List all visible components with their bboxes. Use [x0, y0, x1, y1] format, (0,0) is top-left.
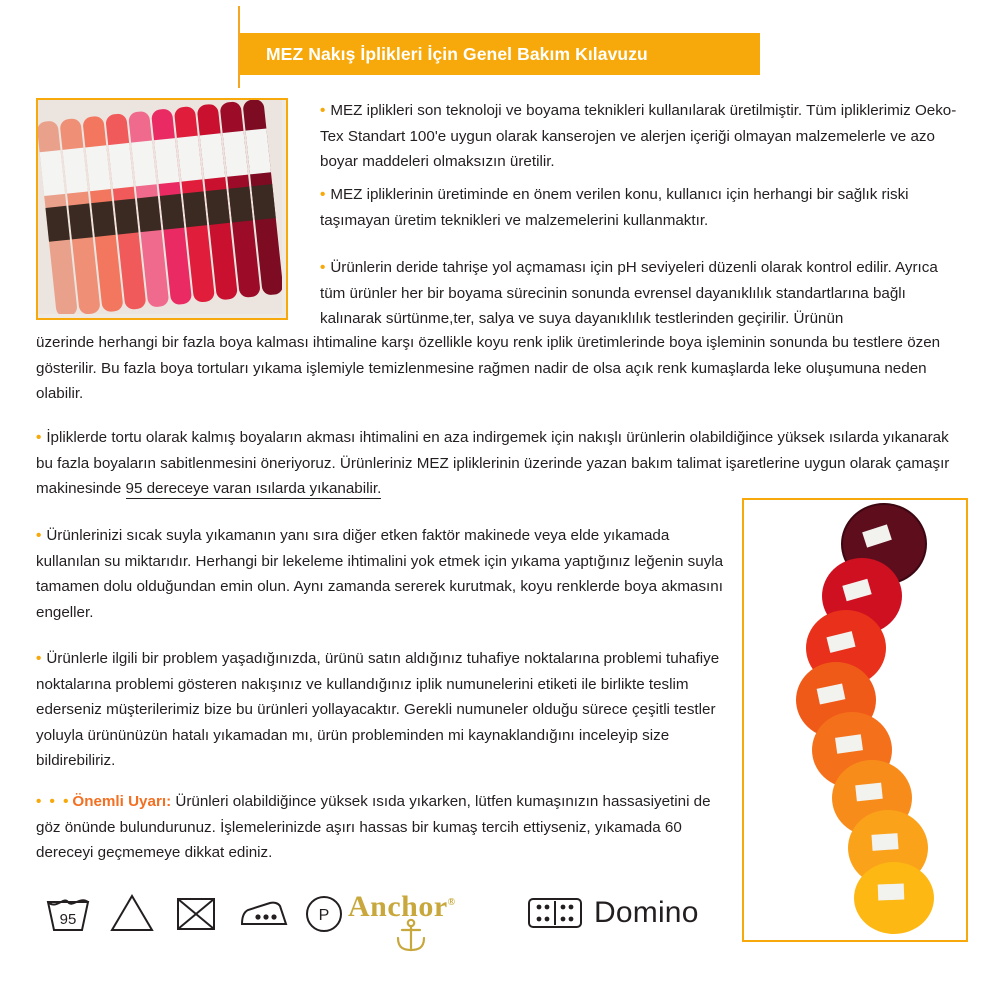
paragraph-3-text: Ürünlerin deride tahrişe yol açmaması için pH seviyeleri düzenli olarak kontrol edilir. Ayrıca tüm ürünler her bir boyama sürecinin sonunda evrensel dayanıklılık standartlarına bağlı kalınarak sürtünme,ter, salya ve suya dayanıklılık testlerinden geçirilir. Ürünün [320, 259, 938, 327]
thread-balls-photo [742, 498, 968, 942]
page-title: MEZ Nakış İplikleri İçin Genel Bakım Kılavuzu [266, 43, 648, 64]
page-title-band [240, 33, 760, 75]
paragraph-1-text: MEZ iplikleri son teknoloji ve boyama teknikleri kullanılarak üretilmiştir. Tüm ipliklerimiz Oeko-Tex Standart 100'e uygun olarak kanserojen ve alerjen içeriği olmayan malzemelerle ve azo boyar maddeleri olmaksızın üretilir. [320, 102, 957, 170]
paragraph-4-underlined-text: 95 dereceye varan ısılarda yıkanabilir. [125, 480, 382, 497]
professional-clean-label: P [318, 907, 330, 924]
paragraph-3-continued [36, 330, 966, 407]
paragraph-5 [36, 523, 726, 625]
paragraph-3-continued-text: üzerinde herhangi bir fazla boya kalması ihtimaline karşı özellikle koyu renk iplik üretimlerinde boya işleminin sonunda bu testlere özen gösterilir. Bu fazla boya tortuları yıkama işlemiyle temizlenmesine rağmen nadir de olsa açık renk kumaşlarda leke oluşumuna neden olabilir. [36, 334, 941, 402]
thread-balls-illustration [744, 500, 962, 936]
paragraph-6 [36, 646, 726, 774]
paragraph-2-text: MEZ ipliklerinin üretiminde en önem verilen konu, kullanıcı için herhangi bir sağlık riski taşımayan üretim teknikleri ve malzemelerini kullanmaktır. [320, 186, 909, 229]
anchor-icon [390, 918, 432, 957]
anchor-wordmark: Anchor [348, 890, 448, 923]
paragraph-4 [36, 425, 966, 502]
registered-mark-icon: ® [447, 897, 456, 908]
anchor-logo [348, 888, 498, 950]
important-warning-paragraph [36, 789, 726, 866]
do-not-tumble-dry-symbol [172, 890, 218, 934]
domino-tile-icon [528, 898, 582, 928]
paragraph-4-text: İpliklerde tortu olarak kalmış boyaların akması ihtimalini en aza indirgemek için nakışlı ürünlerin olabildiğince yüksek ısılarda yıkanarak bu fazla boyaların sabitlenmesini öneriyoruz. Ürünleriniz MEZ ipliklerinin üzerinde yazan bakım talimat işaretlerine uygun olarak çamaşır makinesinde [36, 429, 950, 497]
bleach-any-symbol [108, 890, 154, 934]
floss-skeins-illustration [38, 100, 282, 314]
care-symbols-row [44, 890, 346, 934]
bullet-icon: • [36, 650, 42, 667]
paragraph-5-text: Ürünlerinizi sıcak suyla yıkamanın yanı sıra diğer etken faktör makinede veya elde yıkamada kullanılan su miktarıdır. Herhangi bir lekeleme ihtimalini yok etmek için yıkama yaptığınız leğenin suyla tamamen dolu olduğundan emin olun. Aynı zamanda sererek kurutmak, koyu renklerde boya akmasını engeller. [36, 527, 724, 621]
bullet-icon: • [320, 259, 326, 276]
paragraph-2 [320, 182, 966, 233]
domino-logo [528, 896, 699, 930]
wash-temp-label: 95 [59, 911, 77, 928]
embroidery-floss-photo [36, 98, 288, 320]
bullet-icon: • [320, 102, 326, 119]
professional-clean-p-symbol [300, 890, 346, 934]
bullet-icon: • [320, 186, 326, 203]
warning-label: Önemli Uyarı: [72, 793, 172, 810]
wash-95-symbol [44, 890, 90, 934]
bullet-dots-icon: • • • [36, 793, 71, 810]
paragraph-1 [320, 98, 966, 175]
paragraph-3 [320, 255, 966, 332]
bullet-icon: • [36, 429, 42, 446]
domino-wordmark: Domino [594, 896, 699, 929]
bullet-icon: • [36, 527, 42, 544]
iron-three-dots-symbol [236, 890, 282, 934]
paragraph-6-text: Ürünlerle ilgili bir problem yaşadığınızda, ürünü satın aldığınız tuhafiye noktalarına problemi tuhafiye noktalarına problemi gösteren nakışınız ve kullandığınız iplik numunelerini etiketi ile birlikte teslim ederseniz müşterilerimiz bize bu ürünleri yollayacaktır. Gerekli numuneler olduğu sürece çeşitli testler yoluyla ürününüzün hatalı yıkamadan mı, ürün probleminden mi kaynaklandığını inceleyip size bildirebiliriz. [36, 650, 720, 769]
warning-text: Ürünleri olabildiğince yüksek ısıda yıkarken, lütfen kumaşınızın hassasiyetini de göz önünde bulundurunuz. İşlemelerinizde aşırı hassas bir kumaş tercih ettiyseniz, yıkamada 60 dereceyi geçmemeye dikkat ediniz. [36, 793, 711, 861]
